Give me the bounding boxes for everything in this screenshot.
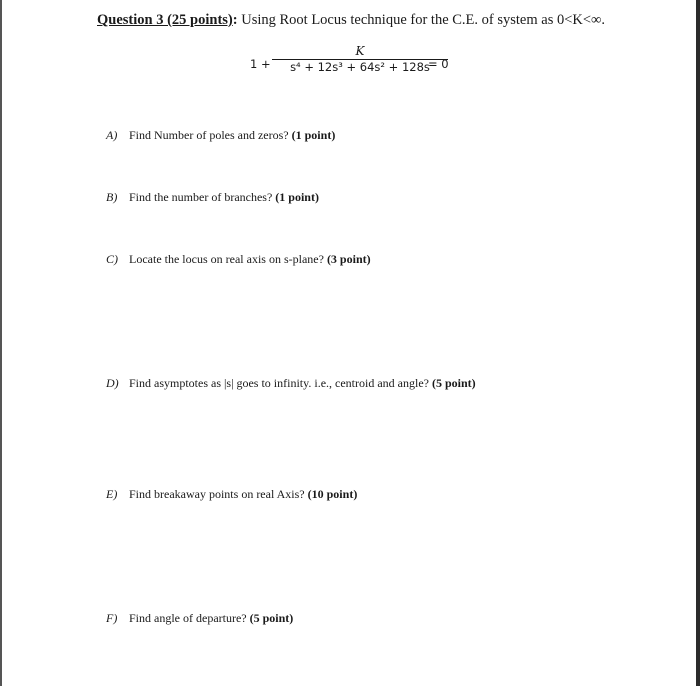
part-f: [106, 611, 293, 626]
part-f-letter: F): [106, 611, 118, 625]
part-d-text: Find asymptotes as |s| goes to infinity. i.e., centroid and angle?: [129, 376, 429, 390]
part-d-letter: D): [106, 376, 119, 390]
part-f-points: (5 point): [249, 611, 294, 625]
equation-rhs: = 0: [428, 57, 449, 71]
equation-denominator: s⁴ + 12s³ + 64s² + 128s: [290, 60, 430, 74]
part-c-text: Locate the locus on real axis on s-plane?: [129, 252, 324, 266]
part-b-letter: B): [106, 190, 118, 204]
equation-numerator: K: [355, 44, 365, 58]
part-c-points: (3 point): [326, 252, 371, 266]
question-header: [97, 12, 605, 29]
question-colon: :: [232, 12, 238, 28]
part-c-letter: C): [106, 252, 118, 266]
question-label: Question 3 (25 points): [97, 12, 233, 28]
part-b-points: (1 point): [275, 190, 319, 204]
part-d: [106, 376, 476, 391]
part-d-points: (5 point): [431, 376, 476, 390]
page-right-edge: [696, 0, 700, 686]
part-a-letter: A): [106, 128, 118, 142]
part-a-text: Find Number of poles and zeros?: [129, 128, 289, 142]
part-e: [106, 487, 357, 502]
page-left-edge: [0, 0, 2, 686]
part-e-text: Find breakaway points on real Axis?: [129, 487, 305, 501]
question-text: Using Root Locus technique for the C.E. of system as 0<K<∞.: [237, 12, 606, 28]
part-a-points: (1 point): [291, 128, 336, 142]
equation-fraction: [272, 44, 448, 75]
part-f-text: Find angle of departure?: [129, 611, 247, 625]
equation-lhs: 1 +: [250, 57, 271, 71]
part-c: [106, 252, 371, 267]
part-e-points: (10 point): [307, 487, 358, 501]
part-e-letter: E): [106, 487, 118, 501]
part-b-text: Find the number of branches?: [129, 190, 273, 204]
part-a: [106, 128, 335, 143]
part-b: [106, 190, 319, 205]
